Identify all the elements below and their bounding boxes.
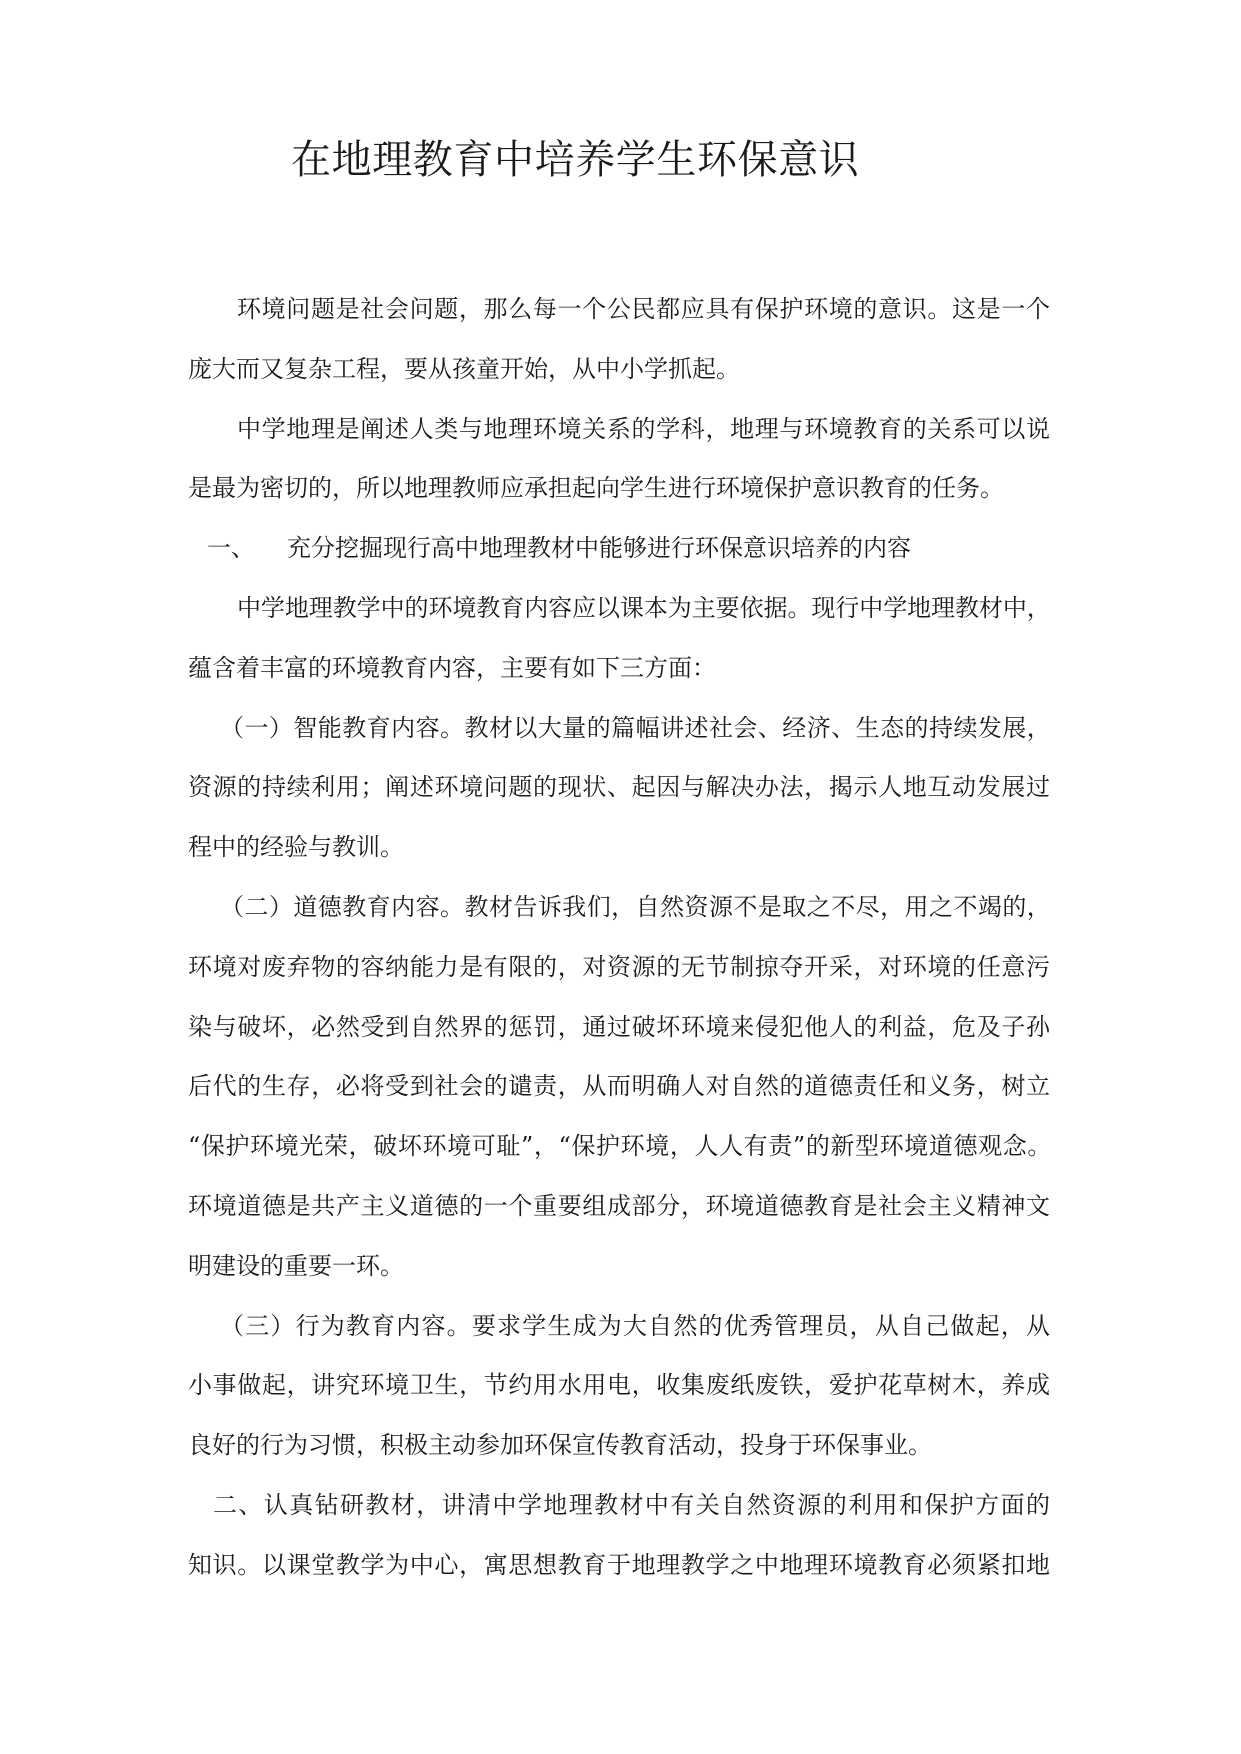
paragraph — [188, 878, 1050, 1297]
paragraph — [188, 579, 1050, 699]
paragraph-line: 环境对废弃物的容纳能力是有限的，对资源的无节制掠夺开采，对环境的任意污 — [188, 952, 1050, 981]
paragraph-line: 知识。以课堂教学为中心，寓思想教育于地理教学之中地理环境教育必须紧扣地 — [188, 1550, 1050, 1579]
paragraph-line: 中学地理是阐述人类与地理环境关系的学科，地理与环境教育的关系可以说 — [237, 414, 1050, 443]
paragraph-line: 后代的生存，必将受到社会的谴责，从而明确人对自然的道德责任和义务，树立 — [188, 1072, 1050, 1101]
section-number: 一、 — [207, 534, 255, 563]
paragraph-line: 二、认真钻研教材，讲清中学地理教材中有关自然资源的利用和保护方面的 — [213, 1490, 1050, 1519]
paragraph-line: 中学地理教学中的环境教育内容应以课本为主要依据。现行中学地理教材中， — [237, 593, 1050, 622]
section-heading — [188, 519, 1050, 579]
paragraph — [188, 1476, 1050, 1596]
paragraph-line: 程中的经验与教训。 — [188, 833, 404, 862]
paragraph-line: 蕴含着丰富的环境教育内容，主要有如下三方面： — [188, 653, 716, 682]
paragraph-line: 染与破坏，必然受到自然界的惩罚，通过破坏环境来侵犯他人的利益，危及子孙 — [188, 1012, 1050, 1041]
paragraph — [188, 699, 1050, 878]
paragraph-line: 小事做起，讲究环境卫生，节约用水用电，收集废纸废铁，爱护花草树木，养成 — [188, 1371, 1050, 1400]
paragraph-line: （三）行为教育内容。要求学生成为大自然的优秀管理员，从自己做起，从 — [220, 1311, 1050, 1340]
paragraph — [188, 400, 1050, 520]
paragraph-line: 庞大而又复杂工程，要从孩童开始，从中小学抓起。 — [188, 354, 740, 383]
document-body — [188, 280, 1050, 1596]
paragraph-line: 资源的持续利用；阐述环境问题的现状、起因与解决办法，揭示人地互动发展过 — [188, 773, 1050, 802]
paragraph-line: 明建设的重要一环。 — [188, 1251, 404, 1280]
paragraph — [188, 1297, 1050, 1476]
paragraph-line: 环境道德是共产主义道德的一个重要组成部分，环境道德教育是社会主义精神文 — [188, 1191, 1050, 1220]
document-title: 在地理教育中培养学生环保意识 — [291, 137, 860, 183]
paragraph — [188, 280, 1050, 400]
paragraph-line: （二）道德教育内容。教材告诉我们，自然资源不是取之不尽，用之不竭的， — [220, 892, 1050, 921]
paragraph-line: 环境问题是社会问题，那么每一个公民都应具有保护环境的意识。这是一个 — [237, 295, 1050, 323]
paragraph-line: （一）智能教育内容。教材以大量的篇幅讲述社会、经济、生态的持续发展， — [220, 713, 1050, 742]
section-heading-text: 充分挖掘现行高中地理教材中能够进行环保意识培养的内容 — [287, 534, 911, 563]
paragraph-line: “保护环境光荣，破坏环境可耻”，“保护环境，人人有责”的新型环境道德观念。 — [188, 1132, 1050, 1161]
paragraph-line: 是最为密切的，所以地理教师应承担起向学生进行环境保护意识教育的任务。 — [188, 474, 1004, 503]
paragraph-line: 良好的行为习惯，积极主动参加环保宣传教育活动，投身于环保事业。 — [188, 1431, 932, 1460]
